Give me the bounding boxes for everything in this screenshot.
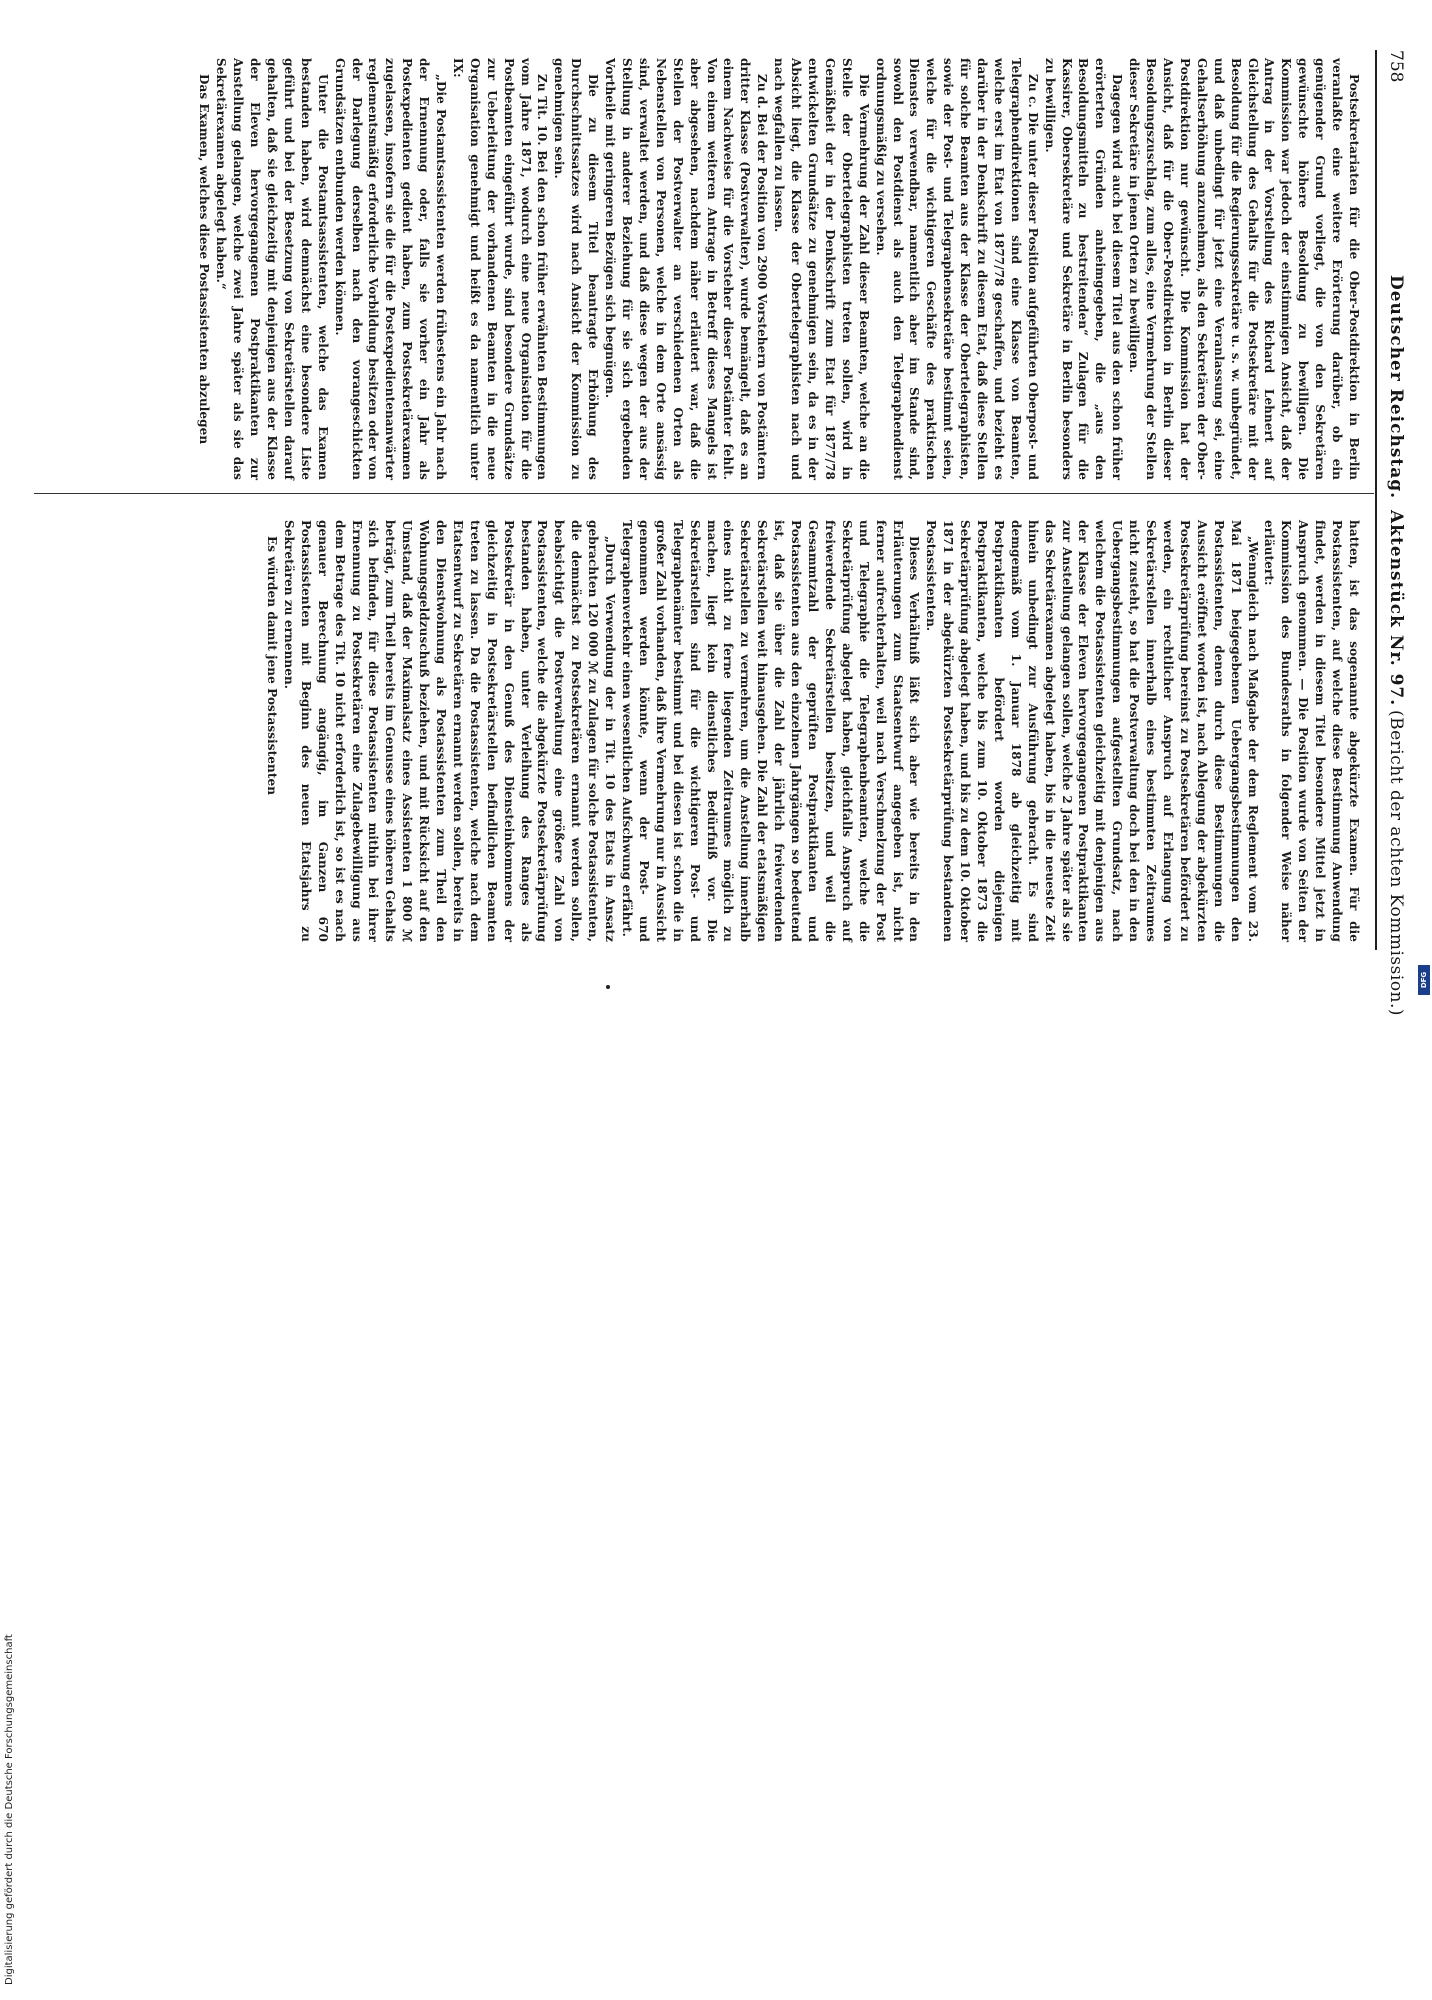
paragraph: „Wenngleich nach Maßgabe der dem Reglement vom 23. Mai 1871 beigegebenen Uebergangsbestimmungen den Postassistenten, denen durch diese Bestimmungen die Aussicht eröffnet worden ist, nach Ablegung der abgekürzten Postsekretärprüfung bereinst zu Postsekretären befördert zu werden, ein rechtlicher Anspruch auf Erlangung von Sekretärstellen innerhalb eines bestimmten Zeitraumes nicht zusteht, so hat die Postverwaltung doch bei den in den Uebergangsbestimmungen aufgestellten Grundsatz, nach welchem die Postassistenten gleichzeitig mit denjenigen aus der Klasse der Eleven hervorgegangenen Postpraktikanten zur Anstellung gelangen sollen, welche 2 Jahre später als sie das Sekretärexamen abgelegt haben, bis in die neueste Zeit hinein unbedingt zur Ausführung gebracht. Es sind demgemäß vom 1. Januar 1878 ab gleichzeitig mit Postpraktikanten befördert worden diejenigen Postpraktikanten, welche bis zum 10. Oktober 1873 die Sekretärprüfung abgelegt haben, und bis zu dem 10. Oktober 1871 in der abgekürzten Postsekretärprüfung bestandenen Postassistenten.: [924, 520, 1260, 942]
running-head: [1374, 50, 1406, 1017]
dfg-logo-text: DFG: [1420, 971, 1428, 989]
paragraph: „Durch Verwendung der in Tit. 10 des Etats in Ansatz gebrachten 120 000 ℳ zu Zulagen für solche Postassistenten, die demnächst zu Postsekretären ernannt werden sollen, beabsichtigt die Postverwaltung eine größere Zahl von Postassistenten, welche die abgekürzte Postsekretärprüfung bestanden haben, unter Verleihung des Ranges als Postsekretär in den Genuß des Diensteinkommens der gleichzeitig in Postsekretärstellen befindlichen Beamten treten zu lassen. Da die Postassistenten, welche nach dem Etatsentwurf zu Sekretären ernannt werden sollen, bereits in den Dienstwohnung als Postassistenten zum Theil den Wohnungsgeldzuschuß beziehen, und mit Rücksicht auf den Umstand, daß der Maximalsatz eines Assistenten 1 800 ℳ beträgt, zum Theil bereits im Genusse eines höheren Gehalts sich befinden, für diese Postassistenten mithin bei ihrer Ernennung zu Postsekretären eine Zulagebewilligung aus dem Betrage des Tit. 10 nicht erforderlich ist, so ist es nach genauer Berechnung angängig, im Ganzen 670 Postassistenten mit Beginn des neuen Etatsjahrs zu Sekretären zu ernennen.: [281, 520, 618, 942]
digitization-caption: [4, 1000, 44, 2000]
paragraph: Zu c. Die unter dieser Position aufgeführten Oberpost- und Telegraphendirektionen sind eine Klasse von Beamten, welche erst im Etat von 1877/78 geschaffen, und bezieht es darüber in der Denkschrift zu diesem Etat, daß diese Stellen für solche Beamten aus der Klasse der Obertelegraphisten, sowie der Post- und Telegraphensekretäre bestimmt seien, welche für die wichtigeren Geschäfte des praktischen Dienstes verwendbar, namentlich aber im Stande sind, sowohl den Postdienst als auch den Telegraphendienst ordnungsmäßig zu versehen.: [873, 58, 1040, 480]
paragraph: Postsekretariaten für die Ober-Postdirektion in Berlin veranlaßte eine weitere Erörterung darüber, ob ein genügender Grund vorliegt, die von den Sekretären gewünschte höhere Besoldung zu bewilligen. Die Kommission war jedoch der einstimmigen Ansicht, daß der Antrag in der Vorstellung des Richard Lehnert auf Gleichstellung des Gehalts für die Postsekretäre mit der Besoldung für die Regierungssekretäre u. s. w. unbegründet, und daß unbedingt für jetzt eine Veranlassung sei, eine Gehaltserhöhung anzunehmen, als den Sekretären der Ober-Postdirektion nur gewünscht. Die Kommission hat der Ansicht, daß für die Ober-Postdirektion in Berlin dieser Besoldungszuschlag, zum alles, eine Vermehrung der Stellen dieser Sekretäre in jenen Orten zu bewilligen.: [1127, 58, 1361, 480]
dfg-logo: [1418, 965, 1430, 995]
paragraph: Zu Tit. 10. Bei den schon früher erwähnten Bestimmungen vom Jahre 1871, wodurch eine neue Organisation für die Postbeamten eingeführt wurde, sind besondere Grundsätze zur Ueberleitung der vorhandenen Beamten in die neue Organisation genehmigt und heißt es da namentlich unter IX:: [450, 58, 550, 480]
report-subtitle: (Bericht der achten Kommission.): [1386, 710, 1406, 1017]
paragraph: Das Examen, welches diese Postassistenten abzulegen: [197, 74, 212, 445]
paragraph: Es würden damit jene Postassistenten: [265, 536, 279, 796]
paragraph: Die Vermehrung der Zahl dieser Beamten, welche an die Stelle der Obertelegraphisten treten sollen, wird in Gemäßheit der in der Denkschrift zum Etat für 1877/78 entwickelten Grundsätze zu genehmigen sein, da es in der Absicht liegt, die Klasse der Obertelegraphisten nach und nach wegfallen zu lassen.: [772, 58, 871, 480]
right-column: [263, 520, 1362, 942]
paragraph: Die zu diesem Titel beantragte Erhöhung des Durchschnittssatzes wird nach Ansicht der Kommission zu genehmigen sein.: [552, 58, 601, 480]
paragraph: „Die Postamtsassistenten werden frühestens ein Jahr nach der Ernennung oder, falls sie vorher ein Jahr als Postexpedienten gedient haben, zum Postsekretärexamen zugelassen, insofern sie die für die Postexpedientenanwärter reglementsmäßig erforderliche Vorbildung besitzen oder von der Darlegung derselben nach den vorangeschickten Grundsätzen entbunden werden können.: [332, 58, 449, 480]
paragraph: Dagegen wird auch bei diesem Titel aus den schon früher erörterten Gründen anheimgegeben, die „aus den Besoldungsmitteln zu bestreitenden“ Zulagen für die Kassirer, Obersekretäre und Sekretäre in Berlin besonders zu bewilligen.: [1042, 58, 1125, 480]
column-divider: [34, 493, 1374, 494]
document-number: Aktenstück Nr. 97.: [1386, 510, 1406, 707]
left-column: [195, 58, 1362, 480]
paragraph: Unter die Postamtsassistenten, welche das Examen bestanden haben, wird demnächst eine besondere Liste geführt und bei der Besetzung von Sekretärstellen darauf gehalten, daß sie gleichzeitig mit denjenigen aus der Klasse der Eleven hervorgegangenen Postpraktikanten zur Anstellung gelangen, welche zwei Jahre später als sie das Sekretärexamen abgelegt haben.“: [214, 58, 330, 480]
paragraph: Dieses Verhältniß läßt sich aber wie bereits in den Erläuterungen zum Staatsentwurf angegeben ist, nicht ferner aufrechterhalten, weil nach Verschmelzung der Post und Telegraphie die Telegraphenbeamten, welche die Sekretärprüfung abgelegt haben, gleichfalls Anspruch auf freiwerdende Sekretärstellen besitzen, und weil die Gesammtzahl der geprüften Postpraktikanten und Postassistenten aus den einzelnen Jahrgängen so bedeutend ist, daß sie über die Zahl der jährlich freiwerdenden Sekretärstellen weit hinausgehen. Die Zahl der etatsmäßigen Sekretärstellen zu vermehren, um die Anstellung innerhalb eines nicht zu ferne liegenden Zeitraumes möglich zu machen, liegt kein dienstliches Bedürfniß vor. Die Sekretärstellen sind für die wichtigeren Post- und Telegraphenämter bestimmt und bei diesen ist schon die in großer Zahl vorhanden, daß ihre Vermehrung nur in Aussicht genommen werden könnte, wenn der Post- und Telegraphenverkehr einen wesentlichen Aufschwung erfährt.: [620, 520, 922, 942]
journal-title: Deutscher Reichstag.: [1386, 275, 1406, 500]
scan-speck: [606, 985, 610, 989]
paragraph: Zu d. Bei der Position von 2900 Vorstehern von Postämtern dritter Klasse (Postverwalter), wurde bemängelt, daß es an einem Nachweise für die Vorsteher dieser Postämter fehlt. Von einem weiteren Antrage in Betreff dieses Mangels ist aber abgesehen, nachdem näher erläutert war, daß die Stellen der Postverwalter an verschiedenen Orten als Nebenstellen von Personen, welche in dem Orte ansässig sind, verwaltet werden, und daß diese wegen der aus der Stellung in anderer Beziehung für sie sich ergebenden Vortheile mit geringeren Bezügen sich begnügen.: [603, 58, 770, 480]
header-rule: [1375, 50, 1377, 950]
page-number: 758: [1386, 50, 1406, 83]
paragraph: hatten, ist das sogenannte abgekürzte Examen. Für die Postassistenten, auf welche diese Bestimmung Anwendung findet, werden in diesem Titel besondere Mittel jetzt in Anspruch genommen. — Die Position wurde von Seiten der Kommission des Bundesraths in folgender Weise näher erläutert:: [1262, 520, 1361, 942]
digitization-note: Digitalisierung gefördert durch die Deutsche Forschungsgemeinschaft: [4, 1634, 15, 1985]
